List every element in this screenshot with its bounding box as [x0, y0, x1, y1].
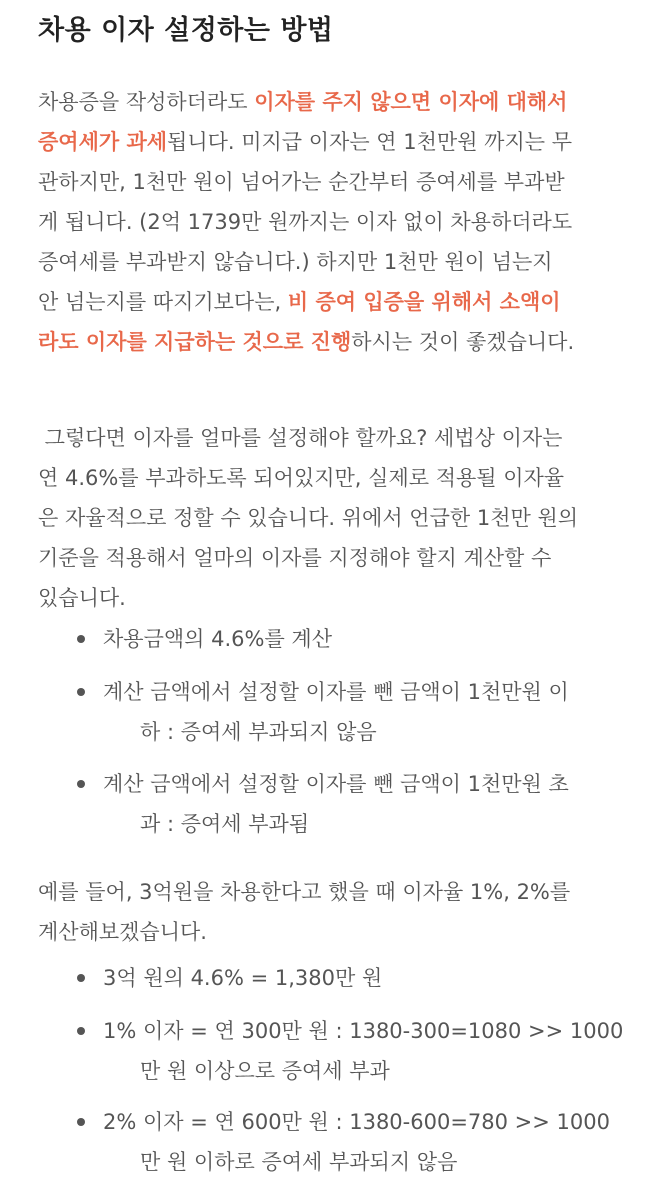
paragraph-line: 연 4.6%를 부과하도록 되어있지만, 실제로 적용될 이자율: [38, 466, 565, 490]
paragraph-line: 있습니다.: [38, 586, 126, 610]
list-item-line: 만 원 이상으로 증여세 부과: [140, 1059, 390, 1083]
highlight-text: 이자를 주지 않으면 이자에 대해서: [254, 90, 568, 114]
paragraph-line: 증여세를 부과받지 않습니다.) 하지만 1천만 원이 넘는지: [38, 250, 553, 274]
bullet-dot-icon: [77, 635, 85, 643]
text-run: 안 넘는지를 따지기보다는,: [38, 290, 288, 314]
paragraph-line: [38, 282, 628, 322]
paragraph-line: 계산해보겠습니다.: [38, 920, 207, 944]
article-title: 차용 이자 설정하는 방법: [38, 15, 334, 46]
paragraph-interest-rate: [38, 418, 628, 618]
list-item-text: [103, 958, 623, 998]
bullet-dot-icon: [77, 688, 85, 696]
list-item-line: 1% 이자 = 연 300만 원 : 1380-300=1080 >> 1000: [103, 1019, 624, 1043]
paragraph-line: 기준을 적용해서 얼마의 이자를 지정해야 할지 계산할 수: [38, 546, 552, 570]
list-item-line: 만 원 이하로 증여세 부과되지 않음: [140, 1150, 458, 1174]
paragraph-line: [38, 122, 628, 162]
paragraph-line: [38, 322, 628, 362]
paragraph-example: [38, 872, 628, 952]
list-item-text: [103, 764, 623, 844]
list-item-text: [103, 1102, 623, 1182]
list-item-line: 하 : 증여세 부과되지 않음: [140, 720, 377, 744]
bullet-dot-icon: [77, 780, 85, 788]
list-item-line: 계산 금액에서 설정할 이자를 뺀 금액이 1천만원 이: [103, 680, 569, 704]
list-item-text: [103, 672, 623, 752]
paragraph-intro: [38, 82, 628, 362]
list-item-line: 3억 원의 4.6% = 1,380만 원: [103, 966, 383, 990]
list-item-text: [103, 619, 623, 659]
bullet-dot-icon: [77, 1027, 85, 1035]
list-item-line: 과 : 증여세 부과됨: [140, 812, 310, 836]
text-run: 하시는 것이 좋겠습니다.: [351, 330, 575, 354]
paragraph-line: [38, 82, 628, 122]
list-item-text: [103, 1011, 623, 1091]
list-item-line: 계산 금액에서 설정할 이자를 뺀 금액이 1천만원 초: [103, 772, 569, 796]
bullet-dot-icon: [77, 974, 85, 982]
bullet-dot-icon: [77, 1118, 85, 1126]
text-run: 차용증을 작성하더라도: [38, 90, 255, 114]
paragraph-line: 게 됩니다. (2억 1739만 원까지는 이자 없이 차용하더라도: [38, 210, 573, 234]
highlight-text: 증여세가 과세: [38, 130, 168, 154]
highlight-text: 라도 이자를 지급하는 것으로 진행: [38, 330, 352, 354]
highlight-text: 비 증여 입증을 위해서 소액이: [287, 290, 561, 314]
list-item-line: 차용금액의 4.6%를 계산: [103, 627, 332, 651]
paragraph-line: 그렇다면 이자를 얼마를 설정해야 할까요? 세법상 이자는: [38, 426, 563, 450]
paragraph-line: 예를 들어, 3억원을 차용한다고 했을 때 이자율 1%, 2%를: [38, 880, 571, 904]
list-item-line: 2% 이자 = 연 600만 원 : 1380-600=780 >> 1000: [103, 1110, 610, 1134]
text-run: 됩니다. 미지급 이자는 연 1천만원 까지는 무: [167, 130, 572, 154]
paragraph-line: 관하지만, 1천만 원이 넘어가는 순간부터 증여세를 부과받: [38, 170, 565, 194]
paragraph-line: 은 자율적으로 정할 수 있습니다. 위에서 언급한 1천만 원의: [38, 506, 579, 530]
